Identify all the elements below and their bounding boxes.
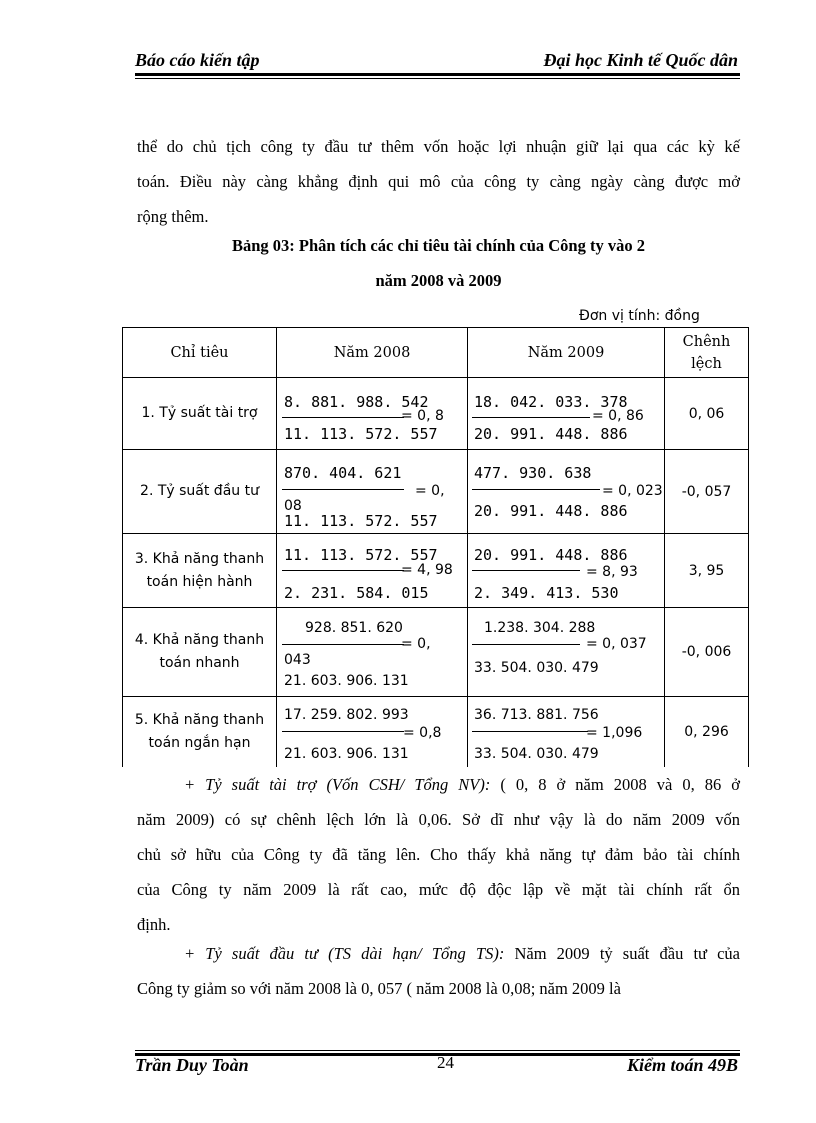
analysis-line: Công ty giảm so với năm 2008 là 0, 057 ( năm 2008 là 0,08; năm 2009 là: [137, 979, 621, 998]
table-row: [123, 450, 749, 534]
numerator: 8. 881. 988. 542: [284, 393, 429, 411]
fraction-bar: [472, 731, 588, 732]
result: = 1,096: [586, 725, 643, 741]
denominator: 21. 603. 906. 131: [284, 673, 409, 689]
difference-value: -0, 006: [665, 608, 749, 697]
header-year-2009: Năm 2009: [468, 328, 665, 378]
table-header-row: [123, 328, 749, 378]
table-row: [123, 608, 749, 697]
value-2009: [468, 697, 665, 768]
indicator-name: 5. Khả năng thanh toán ngắn hạn: [123, 697, 277, 768]
numerator: 477. 930. 638: [474, 464, 592, 482]
numerator: 928. 851. 620: [305, 620, 403, 636]
fraction-bar: [282, 489, 404, 490]
header-year-2008: Năm 2008: [277, 328, 468, 378]
fraction-bar: [472, 417, 590, 418]
result-continuation: 043: [284, 652, 311, 668]
analysis-line: năm 2009) có sự chênh lệch lớn là 0,06. Sở dĩ như vậy là do năm 2009 vốn: [137, 810, 740, 829]
intro-line-3: rộng thêm.: [137, 207, 209, 226]
financial-ratios-table: [122, 327, 749, 767]
fraction-bar: [282, 644, 404, 645]
value-2008: [277, 608, 468, 697]
table-row: [123, 378, 749, 450]
footer-author: Trần Duy Toàn: [135, 1055, 249, 1075]
header-right-title: Đại học Kinh tế Quốc dân: [543, 50, 738, 70]
value-2008: [277, 378, 468, 450]
result: = 8, 93: [586, 564, 638, 580]
fraction-bar: [282, 570, 404, 571]
intro-paragraph: [137, 129, 740, 234]
denominator: 2. 231. 584. 015: [284, 584, 429, 602]
table-title-line-2: năm 2008 và 2009: [375, 271, 502, 290]
result: = 0,8: [403, 725, 442, 741]
denominator: 2. 349. 413. 530: [474, 584, 619, 602]
result: = 0,: [415, 483, 445, 499]
analysis-line: + Tỷ suất đầu tư (TS dài hạn/ Tổng TS): Năm 2009 tỷ suất đầu tư của: [184, 944, 741, 963]
intro-line-2: toán. Điều này càng khẳng định qui mô của công ty càng ngày càng được mở: [137, 172, 740, 191]
value-2009: [468, 534, 665, 608]
value-2009: [468, 450, 665, 534]
fraction-bar: [472, 489, 600, 490]
indicator-name: 1. Tỷ suất tài trợ: [123, 378, 277, 450]
difference-value: 3, 95: [665, 534, 749, 608]
indicator-name: 3. Khả năng thanh toán hiện hành: [123, 534, 277, 608]
result: = 4, 98: [401, 562, 453, 578]
unit-note: Đơn vị tính: đồng: [579, 308, 700, 324]
header-rule-thick: [135, 73, 740, 76]
analysis-line: định.: [137, 915, 171, 934]
denominator: 33. 504. 030. 479: [474, 660, 599, 676]
fraction-bar: [472, 644, 580, 645]
numerator: 1.238. 304. 288: [484, 620, 596, 636]
page-header: [135, 50, 738, 72]
value-2008: [277, 450, 468, 534]
result: = 0, 8: [401, 408, 444, 424]
denominator: 21. 603. 906. 131: [284, 746, 409, 762]
footer-rule-thin: [135, 1050, 740, 1051]
table-row: [123, 534, 749, 608]
fraction-bar: [282, 417, 404, 418]
denominator: 11. 113. 572. 557: [284, 512, 438, 530]
analysis-paragraph-2: [137, 936, 740, 1006]
numerator: 36. 713. 881. 756: [474, 707, 599, 723]
value-2009: [468, 608, 665, 697]
numerator: 870. 404. 621: [284, 464, 402, 482]
intro-line-1: thể do chủ tịch công ty đầu tư thêm vốn hoặc lợi nhuận giữ lại qua các kỳ kế: [137, 137, 740, 156]
numerator: 17. 259. 802. 993: [284, 707, 409, 723]
result-continuation: 08: [284, 498, 302, 514]
numerator: 11. 113. 572. 557: [284, 546, 438, 564]
analysis-line: + Tỷ suất tài trợ (Vốn CSH/ Tổng NV): ( 0, 8 ở năm 2008 và 0, 86 ở: [184, 775, 740, 794]
header-difference: Chênh lệch: [665, 328, 749, 378]
denominator: 20. 991. 448. 886: [474, 502, 628, 520]
fraction-bar: [282, 731, 404, 732]
result: = 0, 037: [586, 636, 647, 652]
difference-value: -0, 057: [665, 450, 749, 534]
value-2009: [468, 378, 665, 450]
denominator: 11. 113. 572. 557: [284, 425, 438, 443]
table-title-line-1: Bảng 03: Phân tích các chỉ tiêu tài chính của Công ty vào 2: [232, 236, 645, 255]
indicator-name: 4. Khả năng thanh toán nhanh: [123, 608, 277, 697]
page-footer: [135, 1055, 738, 1077]
result: = 0, 023: [602, 483, 663, 499]
ratio-label: + Tỷ suất tài trợ (Vốn CSH/ Tổng NV):: [184, 775, 491, 794]
difference-value: 0, 06: [665, 378, 749, 450]
analysis-line: chủ sở hữu của Công ty đã tăng lên. Cho thấy khả năng tự đảm bảo tài chính: [137, 845, 740, 864]
difference-value: 0, 296: [665, 697, 749, 768]
fraction-bar: [472, 570, 580, 571]
denominator: 33. 504. 030. 479: [474, 746, 599, 762]
result: = 0,: [401, 636, 431, 652]
indicator-name: 2. Tỷ suất đầu tư: [123, 450, 277, 534]
table-row: [123, 697, 749, 768]
denominator: 20. 991. 448. 886: [474, 425, 628, 443]
analysis-line: của Công ty năm 2009 là rất cao, mức độ độc lập về mặt tài chính rất ổn: [137, 880, 740, 899]
value-2008: [277, 697, 468, 768]
analysis-paragraph-1: [137, 767, 740, 942]
header-rule-thin: [135, 78, 740, 79]
footer-class: Kiểm toán 49B: [626, 1055, 738, 1075]
result: = 0, 86: [592, 408, 644, 424]
ratio-label: + Tỷ suất đầu tư (TS dài hạn/ Tổng TS):: [184, 944, 505, 963]
numerator: 20. 991. 448. 886: [474, 546, 628, 564]
page-number: 24: [437, 1053, 454, 1072]
value-2008: [277, 534, 468, 608]
header-indicator: Chỉ tiêu: [123, 328, 277, 378]
numerator: 18. 042. 033. 378: [474, 393, 628, 411]
header-left-title: Báo cáo kiến tập: [135, 50, 260, 70]
